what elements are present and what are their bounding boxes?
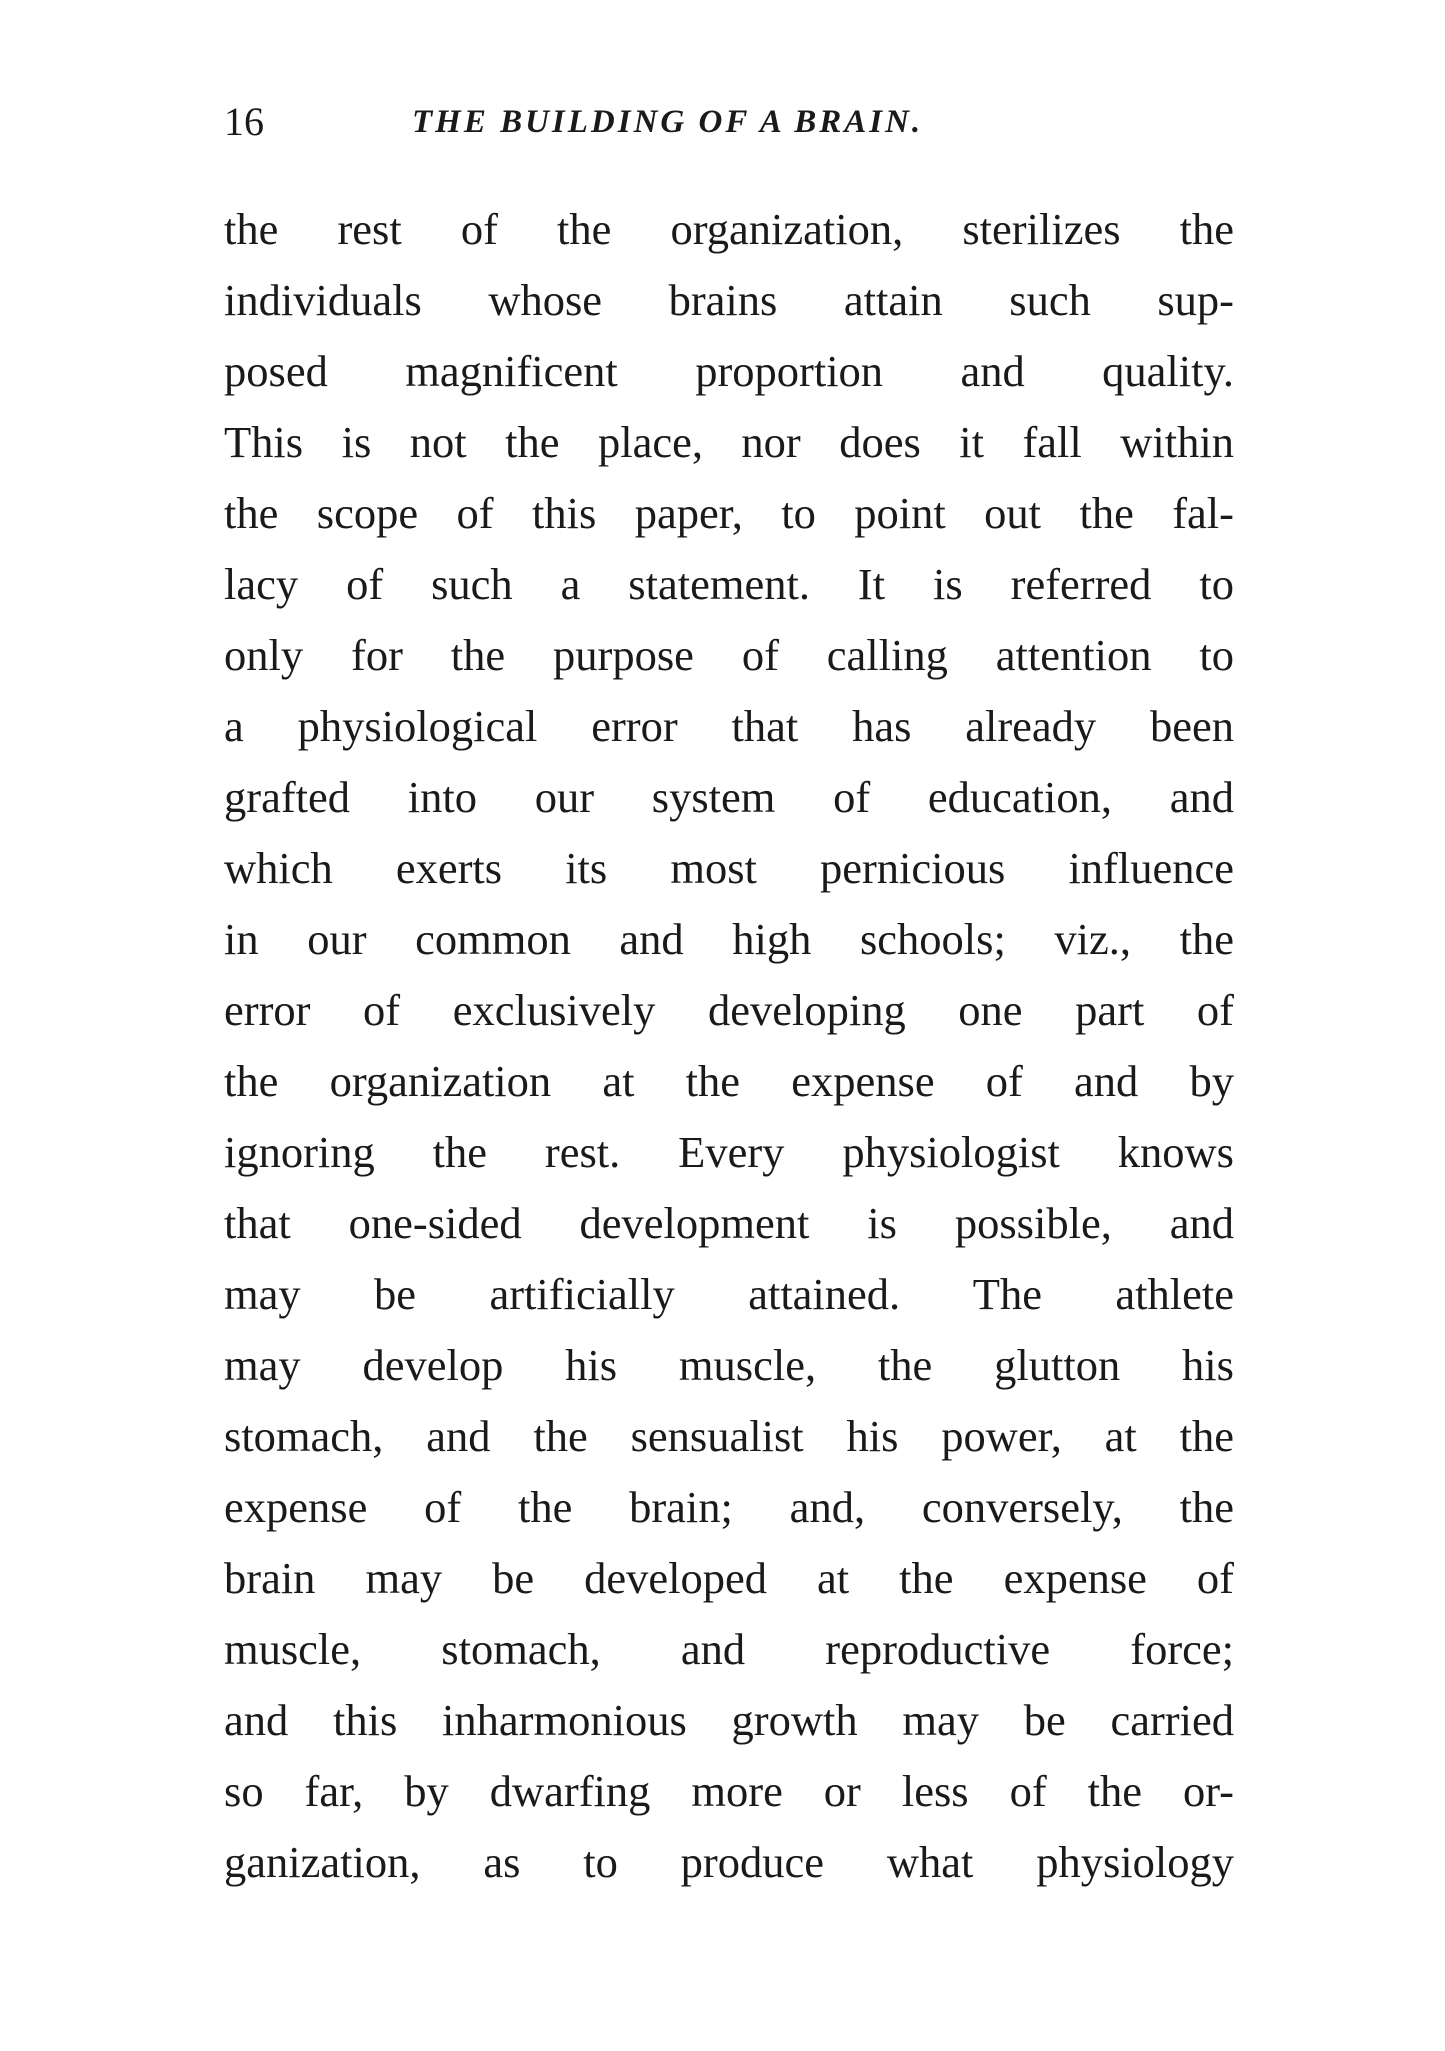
text-line: the scope of this paper, to point out the fal- [224, 488, 1234, 538]
text-line: expense of the brain; and, conversely, the [224, 1482, 1234, 1532]
text-line: individuals whose brains attain such sup- [224, 275, 1234, 325]
text-line: a physiological error that has already been [224, 701, 1234, 751]
text-line: brain may be developed at the expense of [224, 1553, 1234, 1603]
text-line: posed magnificent proportion and quality. [224, 346, 1234, 396]
text-line: the organization at the expense of and by [224, 1056, 1234, 1106]
text-line: may be artificially attained. The athlete [224, 1269, 1234, 1319]
text-line: in our common and high schools; viz., the [224, 914, 1234, 964]
text-line: that one-sided development is possible, and [224, 1198, 1234, 1248]
text-line: muscle, stomach, and reproductive force; [224, 1624, 1234, 1674]
text-line: and this inharmonious growth may be carried [224, 1695, 1234, 1745]
running-title: THE BUILDING OF A BRAIN. [412, 104, 924, 140]
text-line: error of exclusively developing one part of [224, 985, 1234, 1035]
text-line: only for the purpose of calling attention to [224, 630, 1234, 680]
text-line: which exerts its most pernicious influence [224, 843, 1234, 893]
body-text [224, 194, 1234, 1898]
text-line: stomach, and the sensualist his power, at the [224, 1411, 1234, 1461]
text-line: lacy of such a statement. It is referred to [224, 559, 1234, 609]
text-line: ganization, as to produce what physiology [224, 1837, 1234, 1887]
text-line: so far, by dwarfing more or less of the or- [224, 1766, 1234, 1816]
page-number: 16 [224, 99, 264, 144]
text-line: grafted into our system of education, and [224, 772, 1234, 822]
text-line: This is not the place, nor does it fall within [224, 417, 1234, 467]
text-line: may develop his muscle, the glutton his [224, 1340, 1234, 1390]
text-line: the rest of the organization, sterilizes the [224, 204, 1234, 254]
running-head [224, 92, 1234, 152]
text-line: ignoring the rest. Every physiologist knows [224, 1127, 1234, 1177]
